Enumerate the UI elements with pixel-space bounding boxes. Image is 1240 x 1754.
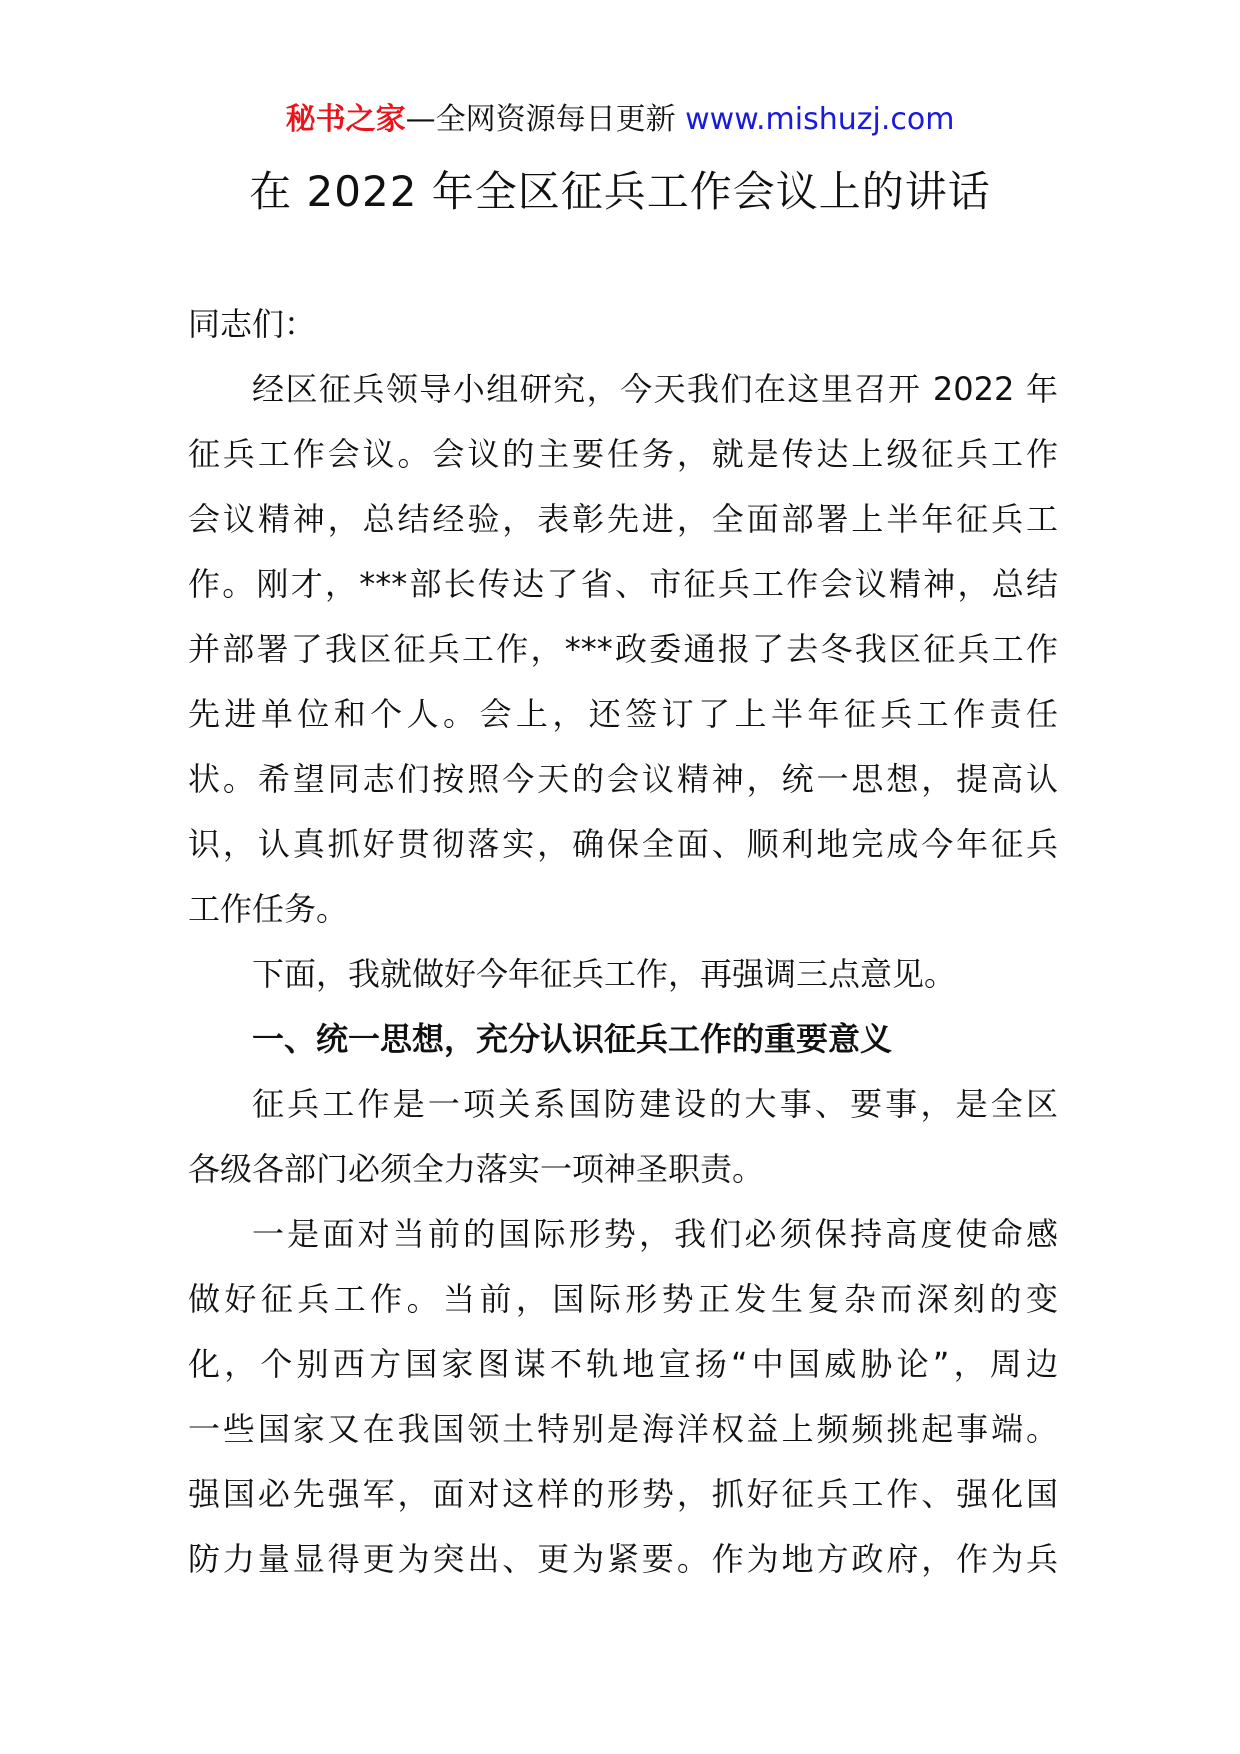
body-text-line: 化，个别西方国家图谋不轨地宣扬“中国威胁论”，周边 bbox=[188, 1345, 1058, 1383]
body-text-line: 识，认真抓好贯彻落实，确保全面、顺利地完成今年征兵 bbox=[188, 825, 1058, 863]
watermark-slogan: —全网资源每日更新 bbox=[405, 102, 676, 137]
body-text-line: 下面，我就做好今年征兵工作，再强调三点意见。 bbox=[252, 955, 957, 993]
watermark-brand: 秘书之家 bbox=[285, 102, 406, 137]
section-heading-line: 一、统一思想，充分认识征兵工作的重要意义 bbox=[252, 1020, 893, 1058]
body-text-line: 同志们： bbox=[188, 305, 317, 343]
body-text-line: 各级各部门必须全力落实一项神圣职责。 bbox=[188, 1150, 765, 1188]
body-text-line: 做好征兵工作。当前，国际形势正发生复杂而深刻的变 bbox=[188, 1280, 1058, 1318]
watermark-header bbox=[0, 100, 1240, 140]
body-text-line: 作。刚才，***部长传达了省、市征兵工作会议精神，总结 bbox=[188, 565, 1058, 603]
watermark-url[interactable]: www.mishuzj.com bbox=[685, 102, 955, 137]
body-text-line: 工作任务。 bbox=[188, 890, 349, 928]
body-text-line: 防力量显得更为突出、更为紧要。作为地方政府，作为兵 bbox=[188, 1540, 1058, 1578]
document-body bbox=[188, 292, 1058, 1592]
body-text-line: 征兵工作是一项关系国防建设的大事、要事，是全区 bbox=[252, 1085, 1058, 1123]
body-text-line: 会议精神，总结经验，表彰先进，全面部署上半年征兵工 bbox=[188, 500, 1058, 538]
body-text-line: 强国必先强军，面对这样的形势，抓好征兵工作、强化国 bbox=[188, 1475, 1058, 1513]
body-text-line: 征兵工作会议。会议的主要任务，就是传达上级征兵工作 bbox=[188, 435, 1058, 473]
body-text-line: 经区征兵领导小组研究，今天我们在这里召开 2022 年 bbox=[252, 370, 1058, 408]
body-text-line: 先进单位和个人。会上，还签订了上半年征兵工作责任 bbox=[188, 695, 1058, 733]
body-text-line: 一些国家又在我国领土特别是海洋权益上频频挑起事端。 bbox=[188, 1410, 1058, 1448]
body-text-line: 一是面对当前的国际形势，我们必须保持高度使命感 bbox=[252, 1215, 1058, 1253]
body-text-line: 并部署了我区征兵工作，***政委通报了去冬我区征兵工作 bbox=[188, 630, 1058, 668]
document-title: 在 2022 年全区征兵工作会议上的讲话 bbox=[249, 167, 991, 216]
body-text-line: 状。希望同志们按照今天的会议精神，统一思想，提高认 bbox=[188, 760, 1058, 798]
